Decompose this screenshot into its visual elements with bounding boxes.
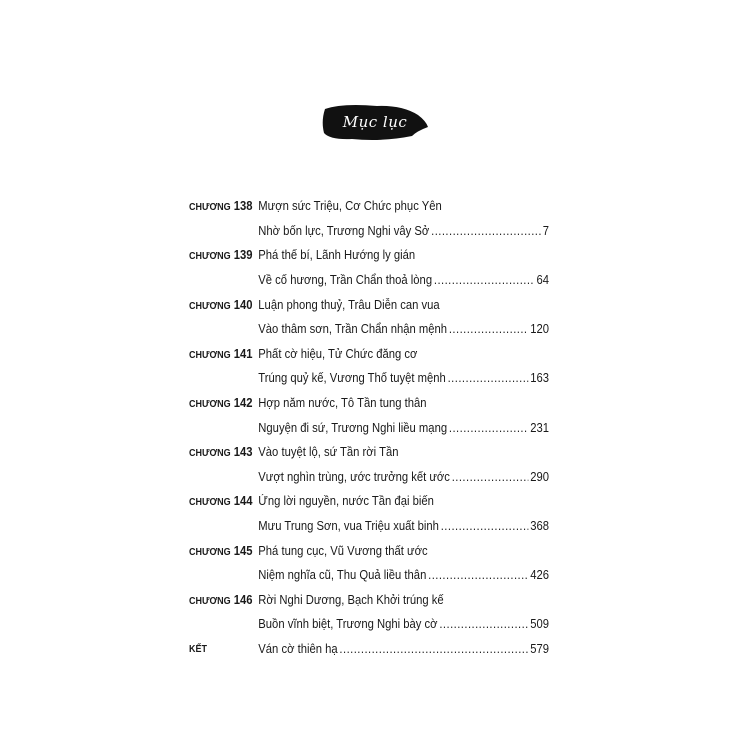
chapter-word: CHƯƠNG — [189, 546, 231, 558]
dot-leader — [434, 273, 535, 287]
dot-leader — [449, 421, 529, 435]
chapter-number: 138 — [230, 199, 253, 214]
dot-leader — [449, 322, 529, 336]
toc-entry-line — [189, 415, 549, 440]
chapter-number: 146 — [230, 592, 253, 607]
entry-title-text: Mưu Trung Sơn, vua Triệu xuất binh — [258, 519, 439, 534]
entry-title-line1: Rời Nghi Dương, Bạch Khởi trúng kế — [258, 592, 444, 607]
toc-entry-line — [189, 391, 549, 416]
page-number: 64 — [536, 273, 549, 288]
page-number: 290 — [530, 469, 549, 484]
chapter-word: KẾT — [189, 643, 207, 655]
entry-title-text: Vượt nghìn trùng, ước trưởng kết ước — [258, 469, 450, 484]
chapter-number: 141 — [230, 346, 253, 361]
entry-title — [258, 642, 549, 656]
chapter-number: 140 — [230, 297, 253, 312]
toc-entry-line — [189, 563, 549, 588]
entry-title-line1: Phá thế bí, Lãnh Hướng ly gián — [258, 248, 416, 263]
chapter-label — [189, 248, 258, 262]
toc-entry-line — [189, 292, 549, 317]
chapter-label — [189, 643, 258, 655]
toc-entry-line — [189, 588, 549, 613]
chapter-word: CHƯƠNG — [189, 399, 231, 411]
entry-title-text: Ván cờ thiên hạ — [258, 641, 338, 656]
entry-title-line2 — [258, 568, 549, 582]
entry-title-text: Trúng quỷ kế, Vương Thố tuyệt mệnh — [258, 371, 446, 386]
page-number: 120 — [530, 322, 549, 337]
chapter-word: CHƯƠNG — [189, 202, 231, 214]
toc-entry-line — [189, 538, 549, 563]
toc-entry-line — [189, 243, 549, 268]
entry-title-line2 — [258, 470, 549, 484]
toc-entry-line — [189, 317, 549, 342]
entry-title-line2 — [258, 519, 549, 533]
entry-title-line1: Phất cờ hiệu, Tử Chức đăng cơ — [258, 346, 418, 361]
page-number: 163 — [530, 371, 549, 386]
chapter-number: 139 — [230, 248, 253, 263]
dot-leader — [448, 371, 529, 385]
chapter-label — [189, 199, 258, 213]
chapter-word: CHƯƠNG — [189, 251, 231, 263]
chapter-number: 143 — [230, 445, 253, 460]
page-number: 509 — [530, 617, 549, 632]
entry-title-line2 — [258, 371, 549, 385]
page-number: 368 — [530, 519, 549, 534]
page-number: 7 — [542, 223, 549, 238]
toc-entry-line — [189, 612, 549, 637]
entry-title-text: Về cố hương, Trần Chẩn thoả lòng — [258, 273, 433, 288]
toc-entry-line — [189, 440, 549, 465]
dot-leader — [441, 519, 529, 533]
entry-title-line2 — [258, 273, 549, 287]
page-number: 426 — [530, 568, 549, 583]
chapter-label — [189, 445, 258, 459]
toc-entry-line — [189, 268, 549, 293]
toc-entry-line — [189, 637, 549, 662]
toc-entry-line — [189, 194, 549, 219]
entry-title-line1: Luận phong thuỷ, Trâu Diễn can vua — [258, 297, 440, 312]
entry-title-line2 — [258, 224, 549, 238]
chapter-label — [189, 347, 258, 361]
chapter-label — [189, 298, 258, 312]
entry-title-text: Nguyện đi sứ, Trương Nghi liều mạng — [258, 420, 448, 435]
chapter-word: CHƯƠNG — [189, 497, 231, 509]
chapter-word: CHƯƠNG — [189, 300, 231, 312]
dot-leader — [431, 224, 541, 238]
dot-leader — [339, 642, 528, 656]
table-of-contents — [189, 194, 549, 661]
toc-entry-line — [189, 489, 549, 514]
dot-leader — [452, 470, 529, 484]
entry-title-line1: Phá tung cục, Vũ Vương thất ước — [258, 543, 428, 558]
toc-entry-line — [189, 514, 549, 539]
entry-title-line2 — [258, 617, 549, 631]
entry-title-line1: Mượn sức Triệu, Cơ Chức phục Yên — [258, 199, 442, 214]
entry-title-line1: Ứng lời nguyền, nước Tần đại biến — [258, 494, 434, 509]
chapter-number: 144 — [230, 494, 253, 509]
chapter-label — [189, 396, 258, 410]
toc-entry-line — [189, 465, 549, 490]
chapter-word: CHƯƠNG — [189, 349, 231, 361]
chapter-label — [189, 494, 258, 508]
toc-heading: Mục lục — [342, 113, 408, 131]
entry-title-text: Nhờ bốn lực, Trương Nghi vây Sở — [258, 223, 430, 238]
toc-entry-line — [189, 366, 549, 391]
toc-entry-line — [189, 219, 549, 244]
entry-title-text: Niệm nghĩa cũ, Thu Quả liều thân — [258, 568, 427, 583]
chapter-label — [189, 593, 258, 607]
chapter-word: CHƯƠNG — [189, 448, 231, 460]
chapter-number: 142 — [230, 396, 253, 411]
page-number: 579 — [530, 641, 549, 656]
chapter-number: 145 — [230, 543, 253, 558]
entry-title-line2 — [258, 421, 549, 435]
entry-title-text: Vào thâm sơn, Trần Chẩn nhận mệnh — [258, 322, 448, 337]
chapter-word: CHƯƠNG — [189, 595, 231, 607]
dot-leader — [428, 568, 528, 582]
entry-title-line1: Vào tuyệt lộ, sứ Tần rời Tần — [258, 445, 399, 460]
entry-title-text: Buồn vĩnh biệt, Trương Nghi bày cờ — [258, 617, 438, 632]
toc-entry-line — [189, 342, 549, 367]
entry-title-line2 — [258, 322, 549, 336]
dot-leader — [439, 617, 528, 631]
entry-title-line1: Hợp năm nước, Tô Tần tung thân — [258, 396, 427, 411]
chapter-label — [189, 544, 258, 558]
page-number: 231 — [530, 420, 549, 435]
